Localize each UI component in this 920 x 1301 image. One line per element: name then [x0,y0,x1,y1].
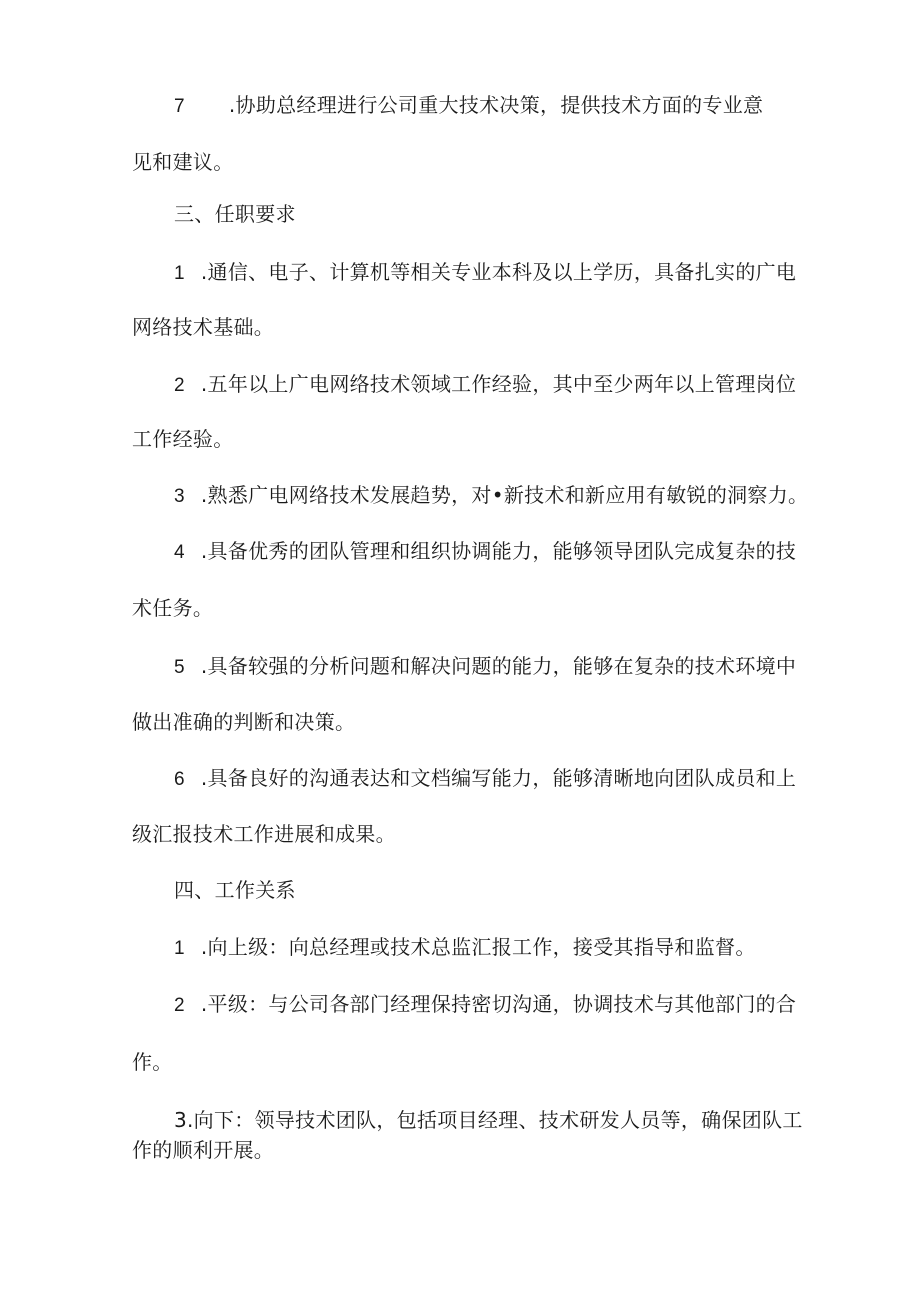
requirement-6-line-2: 级汇报技术工作进展和成果。 [132,822,396,846]
item-text: .协助总经理进行公司重大技术决策，提供技术方面的专业意 [228,93,764,117]
requirement-5-line-1 [174,652,796,682]
requirement-3-line-1 [174,481,808,511]
item-number: 1 [174,263,185,284]
requirement-4-line-1 [174,537,796,567]
item-text: .具备较强的分析问题和解决问题的能力，能够在复杂的技术环境中 [200,654,797,678]
item-text: .具备优秀的团队管理和组织协调能力，能够领导团队完成复杂的技 [200,539,797,563]
item-number: 7 [174,96,185,117]
requirement-2-line-2: 工作经验。 [132,427,234,451]
item-number: 4 [174,542,185,563]
section-heading-requirements: 三、任职要求 [174,202,296,226]
item-text: .通信、电子、计算机等相关专业本科及以上学历，具备扎实的广电 [200,260,797,284]
section-heading-work-relations: 四、工作关系 [174,878,296,902]
item-7-line-2: 见和建议。 [132,150,234,174]
relation-2-line-1 [174,990,796,1020]
requirement-1-line-1 [174,258,796,288]
item-number: 2 [174,995,185,1016]
item-text: .向上级：向总经理或技术总监汇报工作，接受其指导和监督。 [200,935,756,959]
requirement-2-line-1 [174,370,796,400]
requirement-5-line-2: 做出准确的判断和决策。 [132,710,356,734]
item-number: 5 [174,657,185,678]
item-number: 6 [174,769,185,790]
requirement-4-line-2: 术任务。 [132,596,214,620]
item-text: .五年以上广电网络技术领域工作经验，其中至少两年以上管理岗位 [200,372,797,396]
item-text: .熟悉广电网络技术发展趋势，对•新技术和新应用有敏锐的洞察力。 [200,483,809,507]
requirement-6-line-1 [174,764,796,794]
relation-1-line-1 [174,933,756,963]
item-7-line-1 [174,91,763,121]
relation-3-line-1: 3.向下：领导技术团队，包括项目经理、技术研发人员等，确保团队工 [174,1108,803,1132]
requirement-1-line-2: 网络技术基础。 [132,315,275,339]
item-number: 2 [174,375,185,396]
relation-3-line-2: 作的顺利开展。 [132,1138,275,1162]
item-text: .具备良好的沟通表达和文档编写能力，能够清晰地向团队成员和上 [200,766,797,790]
item-number: 1 [174,938,185,959]
relation-2-line-2: 作。 [132,1050,173,1074]
item-number: 3 [174,486,185,507]
item-text: .平级：与公司各部门经理保持密切沟通，协调技术与其他部门的合 [200,992,797,1016]
